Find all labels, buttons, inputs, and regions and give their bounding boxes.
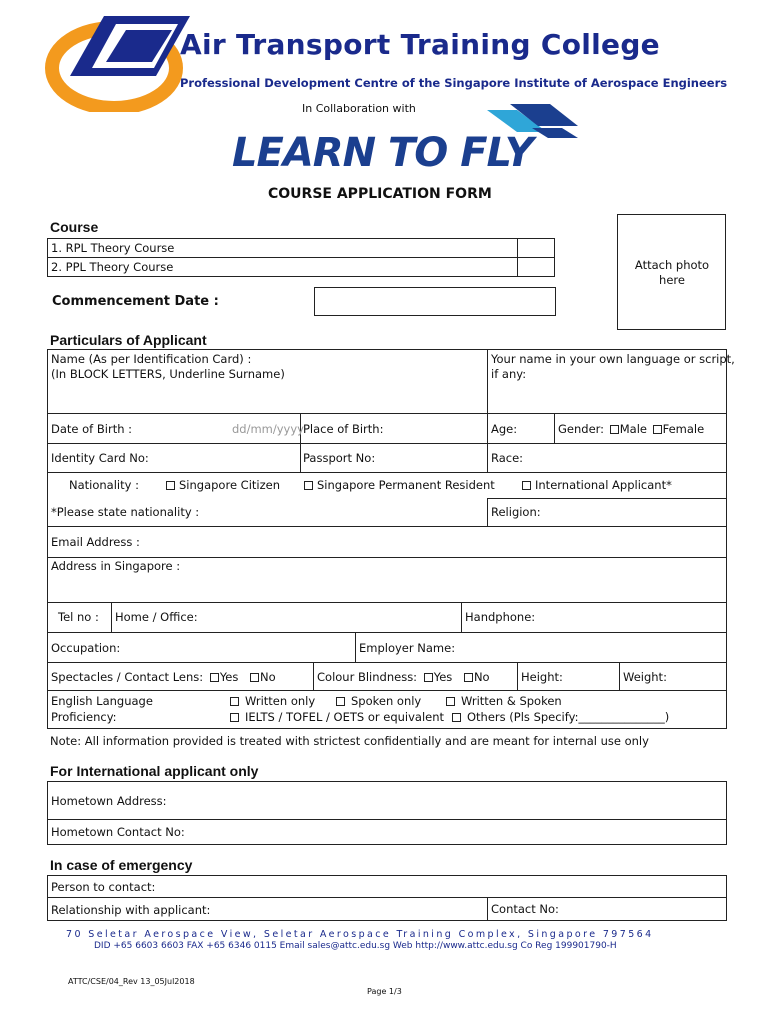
state-nationality-label: *Please state nationality : [51, 505, 200, 519]
privacy-note: Note: All information provided is treated with strictest confidentially and are meant for internal use only [50, 734, 649, 748]
spectacles-label: Spectacles / Contact Lens: [51, 670, 204, 684]
nat-intl-label: International Applicant* [535, 478, 672, 492]
nat-citizen-label: Singapore Citizen [179, 478, 281, 492]
spectacles-no-checkbox[interactable] [250, 673, 259, 682]
eng-others-option [452, 710, 669, 724]
occupation-label: Occupation: [51, 641, 121, 655]
person-contact-label: Person to contact: [51, 880, 156, 894]
footer-contact: DID +65 6603 6603 FAX +65 6346 0115 Email sales@attc.edu.sg Web http://www.attc.edu.sg Co Reg 199901790-H [94, 941, 617, 951]
eng-written-option [230, 694, 315, 708]
nationality-label: Nationality : [69, 478, 139, 492]
native-name-label: Your name in your own language or script, [491, 352, 735, 366]
eng-spoken-checkbox[interactable] [336, 697, 345, 706]
college-name: Air Transport Training College [180, 28, 660, 61]
footer-address: 70 Seletar Aerospace View, Seletar Aerospace Training Complex, Singapore 797564 [66, 929, 654, 940]
passport-label: Passport No: [303, 451, 376, 465]
eng-both-checkbox[interactable] [446, 697, 455, 706]
gender-group [558, 422, 704, 436]
spectacles-yes-checkbox[interactable] [210, 673, 219, 682]
commencement-date-field[interactable] [314, 287, 556, 316]
gender-female-checkbox[interactable] [653, 425, 662, 434]
colour-no-label: No [473, 670, 490, 684]
english-label: English Language [51, 694, 153, 708]
commencement-label: Commencement Date : [52, 294, 219, 309]
doc-code: ATTC/CSE/04_Rev 13_05Jul2018 [68, 977, 195, 986]
nat-citizen-option [166, 478, 280, 492]
photo-label: Attach photo here [634, 258, 710, 287]
hometown-contact-label: Hometown Contact No: [51, 825, 185, 839]
relationship-label: Relationship with applicant: [51, 903, 211, 917]
particulars-heading: Particulars of Applicant [50, 332, 207, 348]
eng-written-label: Written only [245, 694, 316, 708]
name-field[interactable] [48, 382, 486, 412]
native-name-field[interactable] [488, 382, 726, 412]
course-rpl-checkbox[interactable] [518, 239, 554, 257]
tel-label: Tel no : [58, 610, 99, 624]
name-label: Name (As per Identification Card) : [51, 352, 252, 366]
spectacles-yes-label: Yes [219, 670, 239, 684]
spectacles-no-label: No [260, 670, 276, 684]
gender-label: Gender: [558, 422, 605, 436]
email-field[interactable] [150, 528, 725, 556]
eng-spoken-option [336, 694, 421, 708]
international-heading: For International applicant only [50, 763, 259, 779]
nat-pr-checkbox[interactable] [304, 481, 313, 490]
form-title: COURSE APPLICATION FORM [268, 186, 492, 202]
nat-intl-option [522, 478, 672, 492]
nat-pr-label: Singapore Permanent Resident [317, 478, 495, 492]
colour-group [317, 670, 490, 684]
eng-written-checkbox[interactable] [230, 697, 239, 706]
colour-yes-label: Yes [433, 670, 453, 684]
learn-to-fly-logo [232, 104, 580, 174]
eng-both-option [446, 694, 562, 708]
course-ppl-checkbox[interactable] [518, 258, 554, 276]
eng-both-label: Written & Spoken [461, 694, 562, 708]
eng-ielts-checkbox[interactable] [230, 713, 239, 722]
age-label: Age: [491, 422, 518, 436]
height-label: Height: [521, 670, 563, 684]
eng-ielts-option [230, 710, 444, 724]
hometown-address-label: Hometown Address: [51, 794, 167, 808]
tagline: Professional Development Centre of the Singapore Institute of Aerospace Engineers [180, 76, 728, 90]
nat-intl-checkbox[interactable] [522, 481, 531, 490]
nat-citizen-checkbox[interactable] [166, 481, 175, 490]
eng-spoken-label: Spoken only [351, 694, 422, 708]
emergency-contact-label: Contact No: [491, 902, 559, 916]
weight-label: Weight: [623, 670, 667, 684]
colour-label: Colour Blindness: [317, 670, 418, 684]
english-sublabel: Proficiency: [51, 710, 117, 724]
colour-no-checkbox[interactable] [464, 673, 473, 682]
dob-label: Date of Birth : [51, 422, 133, 436]
eng-others-label: Others (Pls Specify:_______________) [467, 710, 670, 724]
spectacles-group [51, 670, 276, 684]
home-office-label: Home / Office: [115, 610, 198, 624]
name-sublabel: (In BLOCK LETTERS, Underline Surname) [51, 367, 285, 381]
course-heading: Course [50, 219, 99, 235]
handphone-label: Handphone: [465, 610, 536, 624]
eng-ielts-label: IELTS / TOFEL / OETS or equivalent [245, 710, 445, 724]
emergency-heading: In case of emergency [50, 857, 193, 873]
course-option-rpl: 1. RPL Theory Course [51, 241, 175, 255]
ic-label: Identity Card No: [51, 451, 149, 465]
email-label: Email Address : [51, 535, 140, 549]
religion-label: Religion: [491, 505, 541, 519]
race-label: Race: [491, 451, 524, 465]
native-name-sublabel: if any: [491, 367, 527, 381]
place-of-birth-label: Place of Birth: [303, 422, 384, 436]
learn-to-fly-text: LEARN TO FLY [232, 130, 533, 176]
collab-text: In Collaboration with [302, 102, 416, 115]
gender-female-label: Female [662, 422, 705, 436]
address-label: Address in Singapore : [51, 559, 181, 573]
eng-others-checkbox[interactable] [452, 713, 461, 722]
gender-male-label: Male [619, 422, 647, 436]
address-field[interactable] [48, 575, 726, 601]
gender-male-checkbox[interactable] [610, 425, 619, 434]
page-number: Page 1/3 [367, 987, 402, 996]
colour-yes-checkbox[interactable] [424, 673, 433, 682]
nat-pr-option [304, 478, 495, 492]
employer-label: Employer Name: [359, 641, 456, 655]
course-option-ppl: 2. PPL Theory Course [51, 260, 174, 274]
dob-input[interactable]: dd/mm/yyyy [232, 422, 304, 436]
